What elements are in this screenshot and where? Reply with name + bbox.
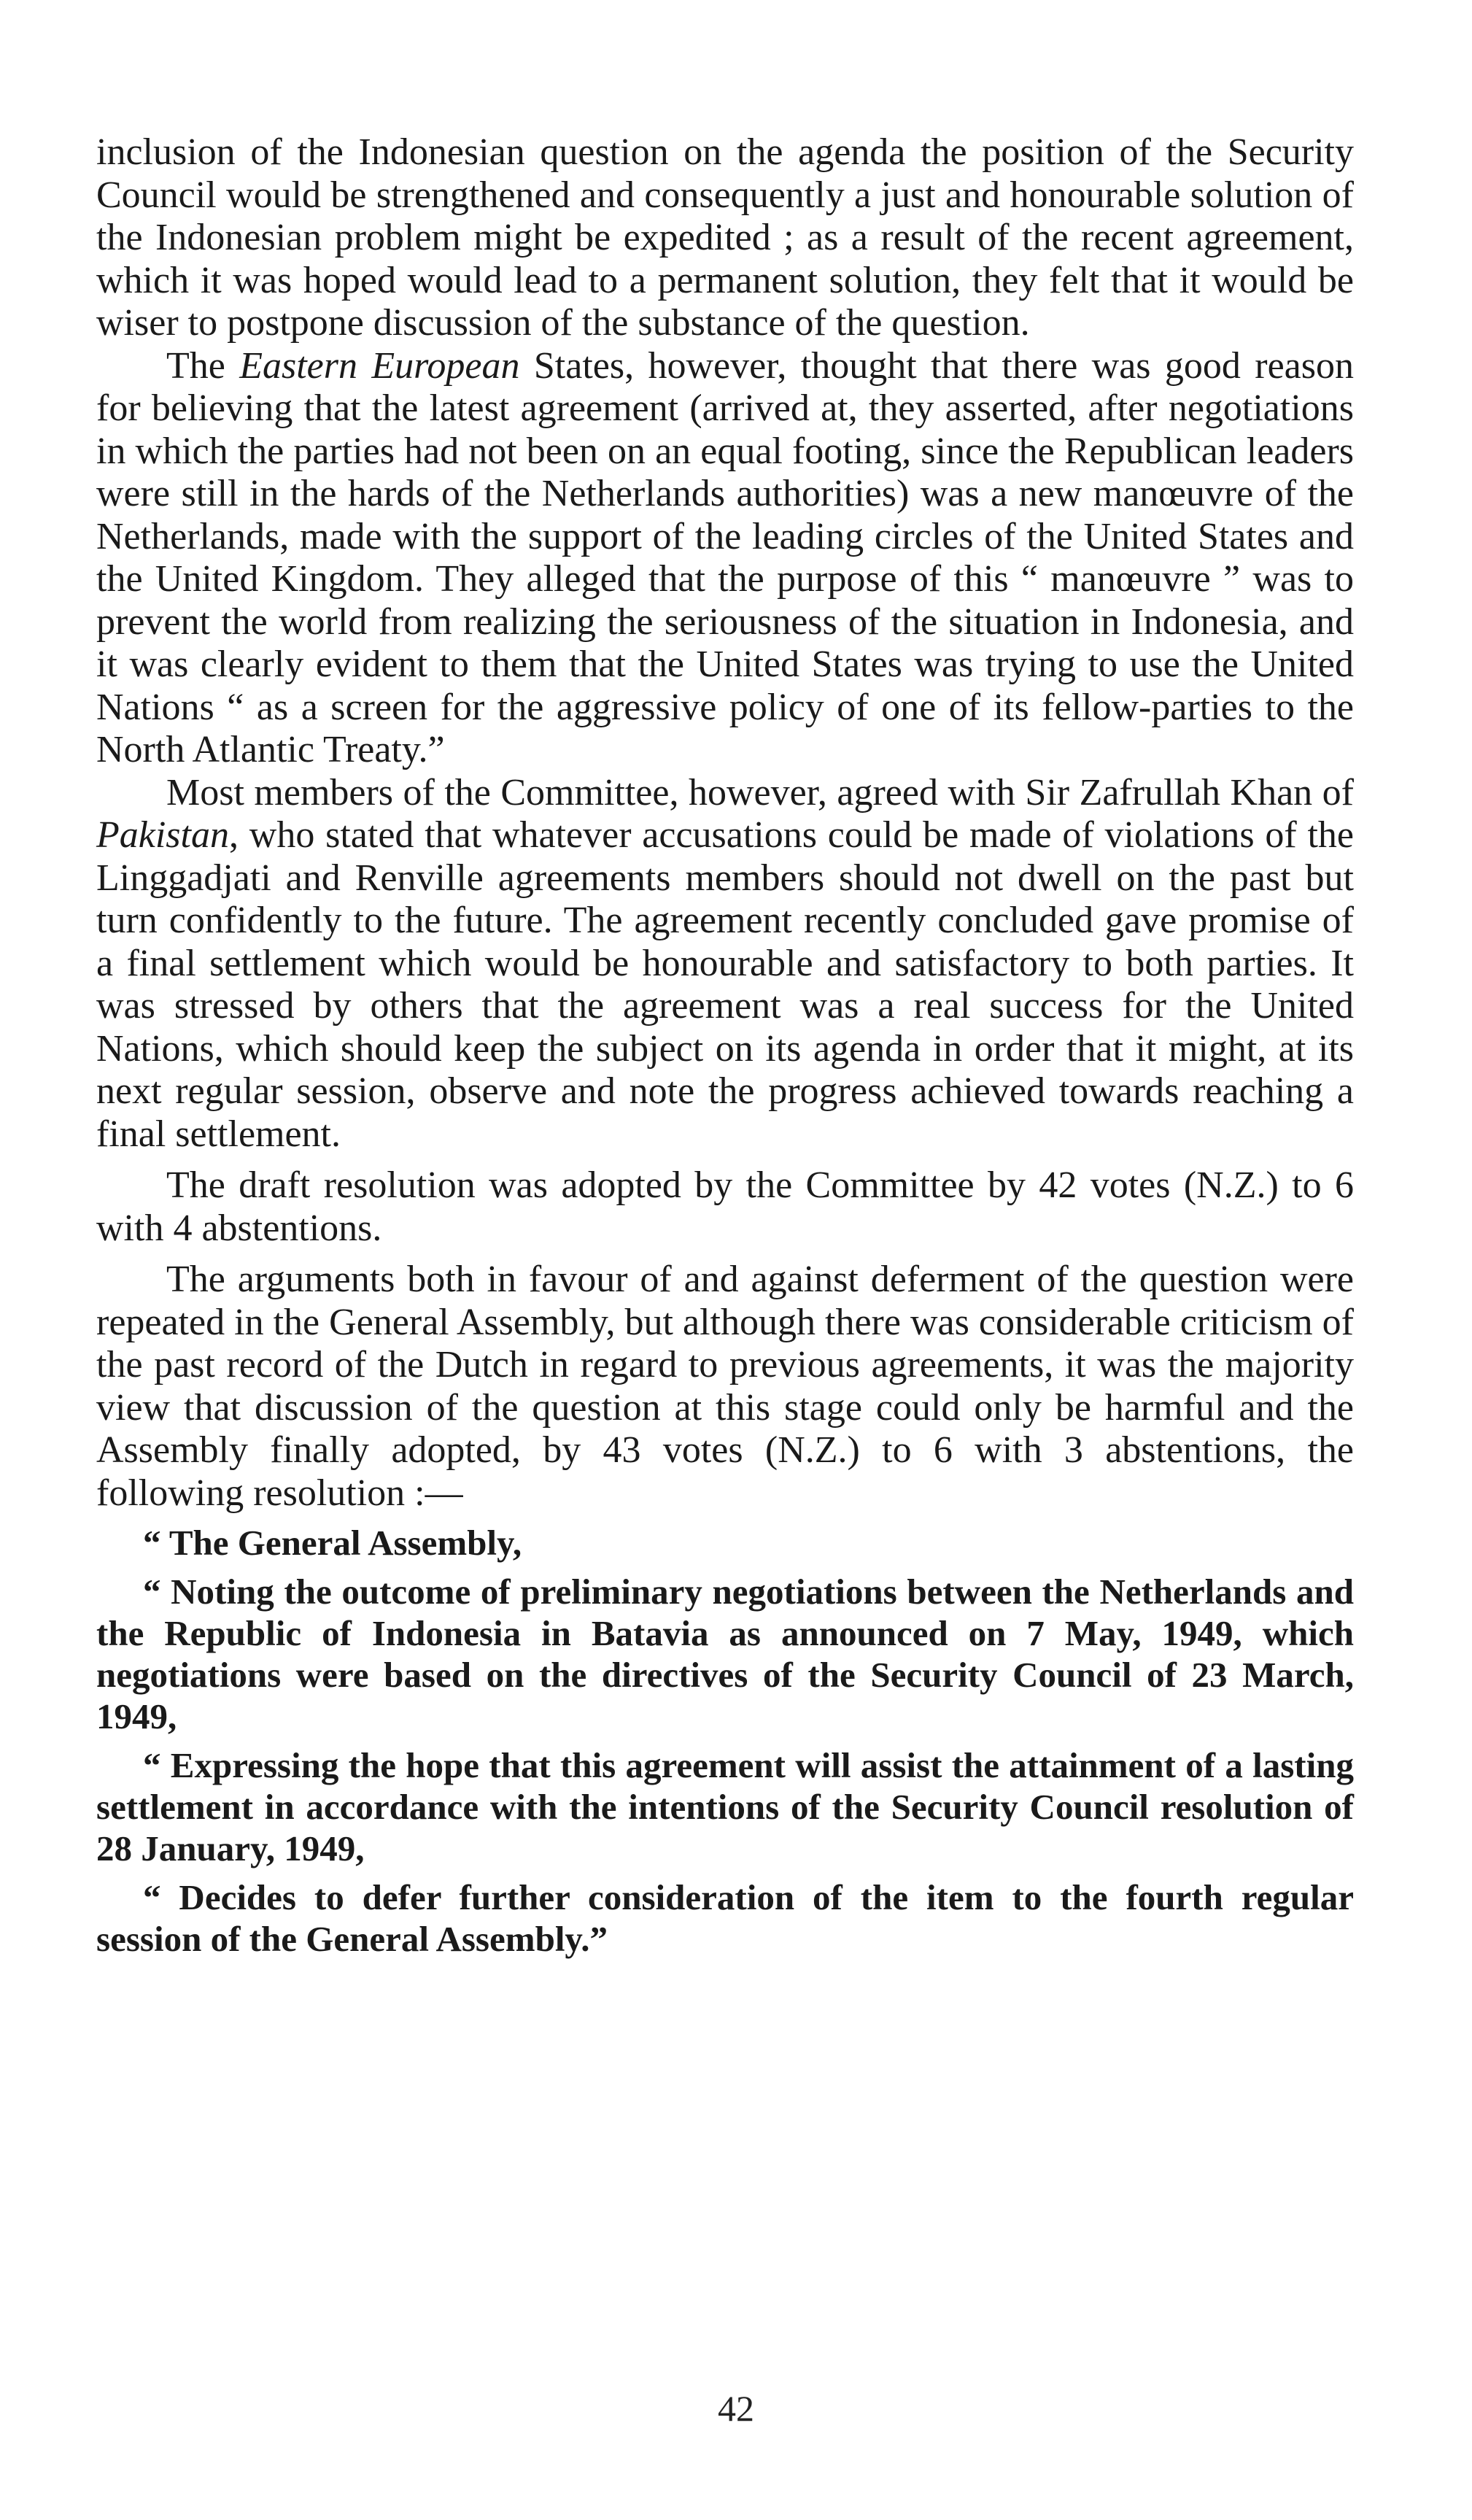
paragraph-rest: , who stated that whatever accusations could be made of violations of the Linggadjati and Renville agreements members should not dwell on the past but turn confidently to the future. The agreement recently concluded gave promise of a final settlement which would be honourable and satisfactory to both parties. It was stressed by others that the agreement was a real success for the United Nations, which should keep the subject on its agenda in order that it might, at its next regular session, observe and note the progress achieved towards reaching a final settlement. [96,814,1354,1155]
page-number: 42 [718,2388,754,2429]
paragraph-lead: Most members of the Committee, however, agreed with Sir Zafrullah Khan of [166,771,1354,813]
resolution-heading: “ The General Assembly, [143,1523,522,1563]
paragraph-general-assembly: The arguments both in favour of and against deferment of the question were repeated in the General Assembly, but although there was considerable criticism of the past record of the Dutch in regard to previous agreements, it was the majority view that discussion of the question at this stage could only be harmful and the Assembly finally adopted, by 43 votes (N.Z.) to 6 with 3 abstentions, the following resolution :— [96,1259,1354,1514]
paragraph-rest: States, however, thought that there was good reason for believing that the latest agreement (arrived at, they asserted, after negotiations in which the parties had not been on an equal footing, since the Republican leaders were still in the hards of the Netherlands authorities) was a new manœuvre of the Netherlands, made with the support of the leading circles of the United States and the United Kingdom. They alleged that the purpose of this “ manœuvre ” was to prevent the world from realizing the seriousness of the situation in Indonesia, and it was clearly evident to them that the United States was trying to use the United Nations “ as a screen for the aggressive policy of one of its fellow-parties to the North Atlantic Treaty.” [96,344,1354,770]
resolution-expressing: “ Expressing the hope that this agreement will assist the attainment of a lasting settlement in accordance with the intentions of the Security Council resolution of 28 January, 1949, [96,1745,1354,1868]
resolution-decides: “ Decides to defer further consideration of the item to the fourth regular session of the General Assembly.” [96,1877,1354,1959]
paragraph-draft-vote: The draft resolution was adopted by the Committee by 42 votes (N.Z.) to 6 with 4 abstentions. [96,1164,1354,1249]
paragraph-pakistan [96,772,1354,1156]
resolution-noting: “ Noting the outcome of preliminary negotiations between the Netherlands and the Republic of Indonesia in Batavia as announced on 7 May, 1949, which negotiations were based on the directives of the Security Council of 23 March, 1949, [96,1572,1354,1736]
emphasis-pakistan: Pakistan [96,814,229,856]
paragraph-eastern-european [96,345,1354,772]
page-body [96,131,1354,1960]
paragraph-continuation: inclusion of the Indonesian question on the agenda the position of the Security Council would be strengthened and consequently a just and honourable solution of the Indonesian problem might be expedited ; as a result of the recent agreement, which it was hoped would lead to a permanent solution, they felt that it would be wiser to postpone discussion of the substance of the question. [96,131,1354,344]
paragraph-lead: The [166,344,240,387]
emphasis-eastern-european: Eastern European [239,344,520,387]
